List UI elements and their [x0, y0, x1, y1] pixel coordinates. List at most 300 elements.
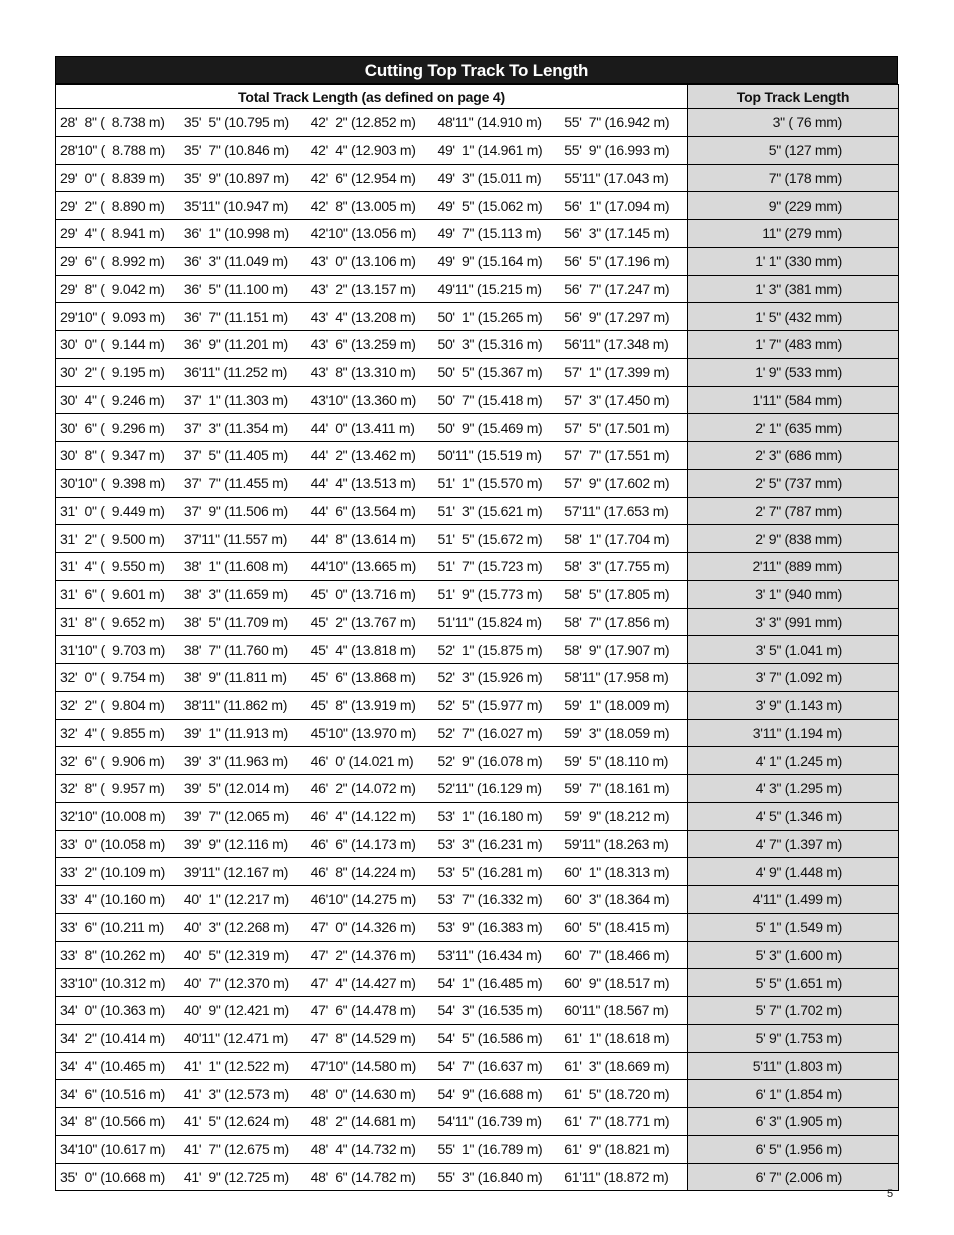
total-length-value: 33' 8" (10.262 m) [60, 946, 165, 963]
total-track-length-cell [56, 802, 688, 830]
table-row [56, 247, 899, 275]
total-length-value: 61' 9" (18.821 m) [564, 1141, 670, 1158]
total-length-value: 60'11" (18.567 m) [564, 1002, 669, 1019]
total-length-value: 56' 7" (17.247 m) [564, 280, 670, 297]
total-length-value: 43' 0" (13.106 m) [310, 253, 416, 270]
total-length-value: 61' 1" (18.618 m) [564, 1030, 670, 1047]
total-length-value: 47'10" (14.580 m) [310, 1057, 416, 1074]
total-length-value: 33' 6" (10.211 m) [60, 919, 164, 936]
total-track-length-cell [56, 303, 688, 331]
total-length-value: 51' 9" (15.773 m) [437, 586, 543, 603]
total-track-length-cell [56, 747, 688, 775]
total-track-length-cell [56, 192, 688, 220]
total-length-value: 44' 8" (13.614 m) [310, 530, 416, 547]
total-length-value: 33' 0" (10.058 m) [60, 835, 165, 852]
total-length-value: 36' 1" (10.998 m) [183, 225, 289, 242]
total-length-value: 55' 7" (16.942 m) [564, 114, 670, 131]
total-track-length-cell [56, 580, 688, 608]
total-length-value: 33' 4" (10.160 m) [60, 891, 165, 908]
total-length-value: 55' 1" (16.789 m) [437, 1141, 543, 1158]
total-length-value: 57'11" (17.653 m) [564, 502, 669, 519]
total-length-value: 42' 2" (12.852 m) [310, 114, 416, 131]
total-length-value: 37' 3" (11.354 m) [183, 419, 288, 436]
total-track-length-cell [56, 775, 688, 803]
total-length-value: 45' 0" (13.716 m) [310, 586, 416, 603]
total-length-value: 52' 5" (15.977 m) [437, 697, 543, 714]
total-length-value: 56' 1" (17.094 m) [564, 197, 670, 214]
total-length-value: 53' 1" (16.180 m) [437, 808, 543, 825]
table-row [56, 1163, 899, 1191]
total-length-value: 41' 1" (12.522 m) [183, 1057, 289, 1074]
total-length-value: 59' 1" (18.009 m) [564, 697, 670, 714]
total-length-value: 34' 6" (10.516 m) [60, 1085, 165, 1102]
total-length-value: 52' 7" (16.027 m) [437, 724, 543, 741]
table-row [56, 802, 899, 830]
total-length-value: 36' 9" (11.201 m) [183, 336, 288, 353]
top-track-length-value: 1' 7" (483 mm) [688, 331, 899, 359]
total-length-value: 55' 3" (16.840 m) [437, 1168, 543, 1185]
total-length-value: 57' 7" (17.551 m) [564, 447, 670, 464]
total-track-length-cell [56, 886, 688, 914]
table-row [56, 969, 899, 997]
total-length-value: 54'11" (16.739 m) [437, 1113, 542, 1130]
total-length-value: 46' 6" (14.173 m) [310, 835, 416, 852]
total-length-value: 35' 9" (10.897 m) [183, 169, 289, 186]
top-track-length-value: 1' 3" (381 mm) [688, 275, 899, 303]
total-length-value: 40' 5" (12.319 m) [183, 946, 289, 963]
table-row [56, 941, 899, 969]
total-length-value: 56' 3" (17.145 m) [564, 225, 670, 242]
total-track-length-cell [56, 525, 688, 553]
total-length-value: 49' 5" (15.062 m) [437, 197, 543, 214]
total-length-value: 61' 7" (18.771 m) [564, 1113, 670, 1130]
total-length-value: 57' 3" (17.450 m) [564, 391, 670, 408]
table-row [56, 525, 899, 553]
total-length-value: 36' 5" (11.100 m) [183, 280, 288, 297]
total-length-value: 38' 5" (11.709 m) [183, 613, 288, 630]
table-row [56, 497, 899, 525]
total-length-value: 36' 7" (11.151 m) [183, 308, 288, 325]
table-row [56, 1052, 899, 1080]
table-row [56, 747, 899, 775]
top-track-length-value: 1'11" (584 mm) [688, 386, 899, 414]
table-row [56, 913, 899, 941]
total-length-value: 53' 7" (16.332 m) [437, 891, 543, 908]
total-track-length-cell [56, 109, 688, 137]
top-track-length-value: 4' 3" (1.295 m) [688, 775, 899, 803]
table-row [56, 164, 899, 192]
total-length-value: 61' 5" (18.720 m) [564, 1085, 670, 1102]
total-length-value: 34' 4" (10.465 m) [60, 1057, 165, 1074]
total-length-value: 51' 7" (15.723 m) [437, 558, 543, 575]
total-length-value: 53' 5" (16.281 m) [437, 863, 543, 880]
header-top-track-length: Top Track Length [688, 85, 899, 109]
total-length-value: 55' 9" (16.993 m) [564, 142, 670, 159]
total-length-value: 51' 1" (15.570 m) [437, 475, 543, 492]
total-length-value: 44' 2" (13.462 m) [310, 447, 416, 464]
total-length-value: 53' 9" (16.383 m) [437, 919, 543, 936]
total-length-value: 43' 4" (13.208 m) [310, 308, 416, 325]
total-length-value: 49' 1" (14.961 m) [437, 142, 543, 159]
top-track-length-value: 2' 1" (635 mm) [688, 414, 899, 442]
total-length-value: 38' 9" (11.811 m) [183, 669, 287, 686]
total-length-value: 39' 5" (12.014 m) [183, 780, 289, 797]
total-length-value: 37' 7" (11.455 m) [183, 475, 288, 492]
total-length-value: 38' 3" (11.659 m) [183, 586, 288, 603]
table-row [56, 664, 899, 692]
total-length-value: 43' 8" (13.310 m) [310, 364, 416, 381]
total-length-value: 52'11" (16.129 m) [437, 780, 542, 797]
top-track-length-value: 3' 1" (940 mm) [688, 580, 899, 608]
table-row [56, 858, 899, 886]
total-length-value: 36' 3" (11.049 m) [183, 253, 288, 270]
total-length-value: 50' 1" (15.265 m) [437, 308, 543, 325]
total-length-value: 43'10" (13.360 m) [310, 391, 416, 408]
total-track-length-cell [56, 1024, 688, 1052]
total-length-value: 32'10" (10.008 m) [60, 808, 166, 825]
total-length-value: 47' 8" (14.529 m) [310, 1030, 416, 1047]
table-row [56, 719, 899, 747]
total-length-value: 45' 2" (13.767 m) [310, 613, 416, 630]
header-total-track-length: Total Track Length (as defined on page 4) [56, 85, 688, 109]
top-track-length-value: 1' 1" (330 mm) [688, 247, 899, 275]
total-length-value: 41' 9" (12.725 m) [183, 1168, 289, 1185]
total-length-value: 54' 5" (16.586 m) [437, 1030, 543, 1047]
total-length-value: 30' 6" ( 9.296 m) [60, 419, 165, 436]
top-track-length-value: 3" ( 76 mm) [688, 109, 899, 137]
table-header-row [56, 85, 899, 109]
top-track-length-value: 6' 1" (1.854 m) [688, 1080, 899, 1108]
total-length-value: 34'10" (10.617 m) [60, 1141, 166, 1158]
total-track-length-cell [56, 497, 688, 525]
total-track-length-cell [56, 553, 688, 581]
table-row [56, 275, 899, 303]
total-length-value: 31' 8" ( 9.652 m) [60, 613, 165, 630]
table-row [56, 331, 899, 359]
total-length-value: 44'10" (13.665 m) [310, 558, 416, 575]
top-track-length-value: 5'11" (1.803 m) [688, 1052, 899, 1080]
total-length-value: 59' 3" (18.059 m) [564, 724, 670, 741]
total-length-value: 59'11" (18.263 m) [564, 835, 669, 852]
track-length-chart [55, 56, 898, 1191]
total-length-value: 56'11" (17.348 m) [564, 336, 669, 353]
total-length-value: 39' 9" (12.116 m) [183, 835, 288, 852]
total-length-value: 40' 1" (12.217 m) [183, 891, 289, 908]
total-length-value: 48'11" (14.910 m) [437, 114, 542, 131]
total-length-value: 28'10" ( 8.788 m) [60, 142, 165, 159]
top-track-length-value: 5' 1" (1.549 m) [688, 913, 899, 941]
total-length-value: 60' 7" (18.466 m) [564, 946, 670, 963]
total-length-value: 41' 5" (12.624 m) [183, 1113, 289, 1130]
total-length-value: 52' 3" (15.926 m) [437, 669, 543, 686]
total-length-value: 32' 8" ( 9.957 m) [60, 780, 165, 797]
total-track-length-cell [56, 830, 688, 858]
total-length-value: 48' 2" (14.681 m) [310, 1113, 416, 1130]
total-length-value: 47' 6" (14.478 m) [310, 1002, 416, 1019]
total-track-length-cell [56, 608, 688, 636]
total-length-value: 39'11" (12.167 m) [183, 863, 289, 880]
total-length-value: 29' 6" ( 8.992 m) [60, 253, 165, 270]
total-length-value: 39' 7" (12.065 m) [183, 808, 289, 825]
total-track-length-cell [56, 414, 688, 442]
total-length-value: 31' 0" ( 9.449 m) [60, 502, 165, 519]
top-track-length-value: 5' 3" (1.600 m) [688, 941, 899, 969]
table-row [56, 997, 899, 1025]
total-length-value: 46' 4" (14.122 m) [310, 808, 416, 825]
total-track-length-cell [56, 164, 688, 192]
total-length-value: 60' 3" (18.364 m) [564, 891, 670, 908]
top-track-length-value: 3' 5" (1.041 m) [688, 636, 899, 664]
total-length-value: 28' 8" ( 8.738 m) [60, 114, 165, 131]
total-length-value: 32' 0" ( 9.754 m) [60, 669, 165, 686]
total-length-value: 31'10" ( 9.703 m) [60, 641, 165, 658]
total-length-value: 38'11" (11.862 m) [183, 697, 288, 714]
total-length-value: 34' 8" (10.566 m) [60, 1113, 165, 1130]
table-row [56, 830, 899, 858]
top-track-length-value: 5' 7" (1.702 m) [688, 997, 899, 1025]
total-length-value: 45' 8" (13.919 m) [310, 697, 416, 714]
total-length-value: 37' 1" (11.303 m) [183, 391, 288, 408]
top-track-length-value: 1' 9" (533 mm) [688, 358, 899, 386]
total-length-value: 50' 7" (15.418 m) [437, 391, 543, 408]
page-number: 5 [887, 1188, 894, 1200]
total-track-length-cell [56, 664, 688, 692]
total-length-value: 38' 7" (11.760 m) [183, 641, 288, 658]
total-length-value: 60' 1" (18.313 m) [564, 863, 670, 880]
total-length-value: 36'11" (11.252 m) [183, 364, 288, 381]
top-track-length-value: 4' 9" (1.448 m) [688, 858, 899, 886]
total-length-value: 34' 2" (10.414 m) [60, 1030, 165, 1047]
top-track-length-value: 6' 7" (2.006 m) [688, 1163, 899, 1191]
track-length-table [55, 84, 899, 1191]
total-length-value: 58' 3" (17.755 m) [564, 558, 670, 575]
total-length-value: 60' 9" (18.517 m) [564, 974, 670, 991]
total-length-value: 50' 9" (15.469 m) [437, 419, 543, 436]
total-length-value: 56' 5" (17.196 m) [564, 253, 670, 270]
total-length-value: 53' 3" (16.231 m) [437, 835, 543, 852]
total-length-value: 44' 6" (13.564 m) [310, 502, 416, 519]
total-length-value: 54' 1" (16.485 m) [437, 974, 543, 991]
total-track-length-cell [56, 469, 688, 497]
total-length-value: 46' 2" (14.072 m) [310, 780, 416, 797]
total-length-value: 51' 5" (15.672 m) [437, 530, 543, 547]
total-length-value: 48' 4" (14.732 m) [310, 1141, 416, 1158]
total-track-length-cell [56, 1052, 688, 1080]
total-track-length-cell [56, 719, 688, 747]
total-length-value: 59' 9" (18.212 m) [564, 808, 670, 825]
total-length-value: 58' 9" (17.907 m) [564, 641, 670, 658]
total-track-length-cell [56, 331, 688, 359]
table-row [56, 303, 899, 331]
total-length-value: 34' 0" (10.363 m) [60, 1002, 165, 1019]
total-length-value: 45' 6" (13.868 m) [310, 669, 416, 686]
total-track-length-cell [56, 997, 688, 1025]
total-length-value: 42' 8" (13.005 m) [310, 197, 416, 214]
total-length-value: 47' 2" (14.376 m) [310, 946, 416, 963]
table-row [56, 220, 899, 248]
top-track-length-value: 2' 7" (787 mm) [688, 497, 899, 525]
total-length-value: 40' 7" (12.370 m) [183, 974, 289, 991]
total-length-value: 61'11" (18.872 m) [564, 1168, 669, 1185]
total-length-value: 29' 4" ( 8.941 m) [60, 225, 165, 242]
top-track-length-value: 7" (178 mm) [688, 164, 899, 192]
total-length-value: 49' 9" (15.164 m) [437, 253, 543, 270]
total-length-value: 29' 8" ( 9.042 m) [60, 280, 165, 297]
table-row [56, 469, 899, 497]
total-length-value: 59' 7" (18.161 m) [564, 780, 670, 797]
top-track-length-value: 3' 9" (1.143 m) [688, 691, 899, 719]
total-length-value: 50'11" (15.519 m) [437, 447, 542, 464]
top-track-length-value: 6' 5" (1.956 m) [688, 1135, 899, 1163]
total-length-value: 45' 4" (13.818 m) [310, 641, 416, 658]
total-length-value: 54' 7" (16.637 m) [437, 1057, 543, 1074]
total-length-value: 49' 7" (15.113 m) [437, 225, 542, 242]
total-length-value: 58' 5" (17.805 m) [564, 586, 670, 603]
total-length-value: 48' 0" (14.630 m) [310, 1085, 416, 1102]
total-track-length-cell [56, 358, 688, 386]
top-track-length-value: 5' 5" (1.651 m) [688, 969, 899, 997]
total-length-value: 33' 2" (10.109 m) [60, 863, 165, 880]
total-length-value: 39' 3" (11.963 m) [183, 752, 288, 769]
table-row [56, 136, 899, 164]
total-length-value: 50' 3" (15.316 m) [437, 336, 543, 353]
total-length-value: 48' 6" (14.782 m) [310, 1168, 416, 1185]
total-length-value: 29' 0" ( 8.839 m) [60, 169, 165, 186]
total-length-value: 49'11" (15.215 m) [437, 280, 542, 297]
top-track-length-value: 9" (229 mm) [688, 192, 899, 220]
total-track-length-cell [56, 941, 688, 969]
total-length-value: 54' 3" (16.535 m) [437, 1002, 543, 1019]
table-row [56, 580, 899, 608]
total-length-value: 40' 9" (12.421 m) [183, 1002, 289, 1019]
top-track-length-value: 5' 9" (1.753 m) [688, 1024, 899, 1052]
top-track-length-value: 6' 3" (1.905 m) [688, 1108, 899, 1136]
total-length-value: 46' 0' (14.021 m) [310, 752, 414, 769]
total-length-value: 30' 2" ( 9.195 m) [60, 364, 165, 381]
total-length-value: 30' 8" ( 9.347 m) [60, 447, 165, 464]
total-length-value: 51'11" (15.824 m) [437, 613, 542, 630]
table-row [56, 1024, 899, 1052]
chart-title: Cutting Top Track To Length [55, 56, 898, 84]
table-body [56, 109, 899, 1191]
total-length-value: 59' 5" (18.110 m) [564, 752, 669, 769]
total-track-length-cell [56, 1108, 688, 1136]
total-length-value: 41' 7" (12.675 m) [183, 1141, 289, 1158]
total-length-value: 53'11" (16.434 m) [437, 946, 542, 963]
total-length-value: 47' 0" (14.326 m) [310, 919, 416, 936]
table-row [56, 386, 899, 414]
top-track-length-value: 4' 5" (1.346 m) [688, 802, 899, 830]
total-length-value: 40' 3" (12.268 m) [183, 919, 289, 936]
total-length-value: 58' 1" (17.704 m) [564, 530, 670, 547]
total-length-value: 60' 5" (18.415 m) [564, 919, 670, 936]
table-row [56, 775, 899, 803]
table-row [56, 192, 899, 220]
top-track-length-value: 2' 5" (737 mm) [688, 469, 899, 497]
total-length-value: 57' 5" (17.501 m) [564, 419, 670, 436]
total-track-length-cell [56, 247, 688, 275]
total-length-value: 29'10" ( 9.093 m) [60, 308, 165, 325]
total-length-value: 31' 2" ( 9.500 m) [60, 530, 165, 547]
top-track-length-value: 4' 7" (1.397 m) [688, 830, 899, 858]
total-length-value: 47' 4" (14.427 m) [310, 974, 416, 991]
total-length-value: 35' 5" (10.795 m) [183, 114, 289, 131]
top-track-length-value: 3' 7" (1.092 m) [688, 664, 899, 692]
total-track-length-cell [56, 691, 688, 719]
total-length-value: 30'10" ( 9.398 m) [60, 475, 165, 492]
total-length-value: 39' 1" (11.913 m) [183, 724, 288, 741]
total-length-value: 57' 1" (17.399 m) [564, 364, 670, 381]
total-track-length-cell [56, 1080, 688, 1108]
total-length-value: 37'11" (11.557 m) [183, 530, 288, 547]
table-row [56, 1135, 899, 1163]
total-length-value: 31' 4" ( 9.550 m) [60, 558, 165, 575]
top-track-length-value: 3' 3" (991 mm) [688, 608, 899, 636]
table-row [56, 1108, 899, 1136]
total-length-value: 35'11" (10.947 m) [183, 197, 289, 214]
total-track-length-cell [56, 1135, 688, 1163]
total-track-length-cell [56, 636, 688, 664]
total-length-value: 51' 3" (15.621 m) [437, 502, 543, 519]
total-length-value: 43' 2" (13.157 m) [310, 280, 416, 297]
total-length-value: 43' 6" (13.259 m) [310, 336, 416, 353]
table-row [56, 608, 899, 636]
total-length-value: 54' 9" (16.688 m) [437, 1085, 543, 1102]
total-length-value: 52' 1" (15.875 m) [437, 641, 543, 658]
total-length-value: 50' 5" (15.367 m) [437, 364, 543, 381]
total-length-value: 35' 0" (10.668 m) [60, 1168, 165, 1185]
total-length-value: 46' 8" (14.224 m) [310, 863, 416, 880]
total-length-value: 58'11" (17.958 m) [564, 669, 669, 686]
table-row [56, 886, 899, 914]
total-length-value: 42' 4" (12.903 m) [310, 142, 416, 159]
total-track-length-cell [56, 275, 688, 303]
total-length-value: 30' 4" ( 9.246 m) [60, 391, 165, 408]
table-row [56, 442, 899, 470]
total-track-length-cell [56, 858, 688, 886]
table-row [56, 109, 899, 137]
top-track-length-value: 4' 1" (1.245 m) [688, 747, 899, 775]
total-length-value: 37' 9" (11.506 m) [183, 502, 288, 519]
table-row [56, 553, 899, 581]
top-track-length-value: 5" (127 mm) [688, 136, 899, 164]
total-length-value: 35' 7" (10.846 m) [183, 142, 289, 159]
total-length-value: 61' 3" (18.669 m) [564, 1057, 670, 1074]
total-track-length-cell [56, 913, 688, 941]
total-length-value: 40'11" (12.471 m) [183, 1030, 289, 1047]
total-track-length-cell [56, 386, 688, 414]
top-track-length-value: 3'11" (1.194 m) [688, 719, 899, 747]
total-length-value: 42' 6" (12.954 m) [310, 169, 416, 186]
total-track-length-cell [56, 136, 688, 164]
total-length-value: 44' 0" (13.411 m) [310, 419, 415, 436]
total-length-value: 55'11" (17.043 m) [564, 169, 669, 186]
total-length-value: 41' 3" (12.573 m) [183, 1085, 289, 1102]
total-length-value: 32' 4" ( 9.855 m) [60, 724, 165, 741]
top-track-length-value: 4'11" (1.499 m) [688, 886, 899, 914]
total-length-value: 29' 2" ( 8.890 m) [60, 197, 165, 214]
total-track-length-cell [56, 1163, 688, 1191]
top-track-length-value: 2'11" (889 mm) [688, 553, 899, 581]
total-length-value: 38' 1" (11.608 m) [183, 558, 288, 575]
table-row [56, 691, 899, 719]
total-length-value: 30' 0" ( 9.144 m) [60, 336, 165, 353]
total-length-value: 37' 5" (11.405 m) [183, 447, 288, 464]
top-track-length-value: 2' 9" (838 mm) [688, 525, 899, 553]
total-length-value: 44' 4" (13.513 m) [310, 475, 416, 492]
total-length-value: 32' 6" ( 9.906 m) [60, 752, 165, 769]
total-track-length-cell [56, 220, 688, 248]
